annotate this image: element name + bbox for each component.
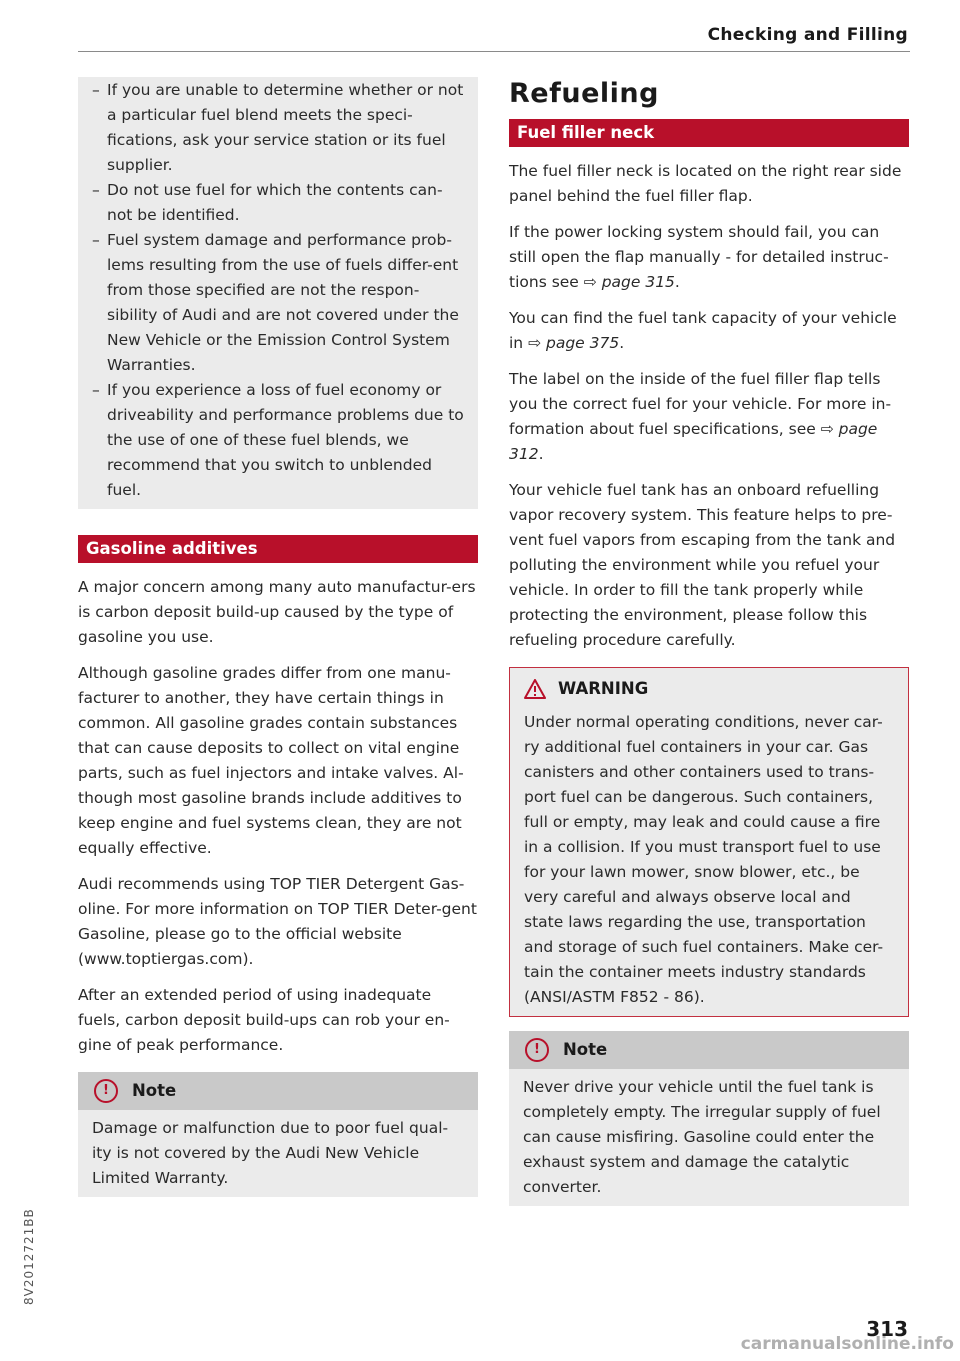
note-body [509, 1069, 909, 1206]
exclamation-circle-icon: ! [94, 1079, 118, 1103]
warning-box [509, 667, 909, 1017]
fuel-blend-bullets-box [78, 77, 478, 509]
note-title: Note [563, 1040, 608, 1059]
paragraph: The fuel filler neck is located on the right rear side panel behind the fuel filler flap. [509, 162, 902, 205]
paragraph: You can find the fuel tank capacity of your vehicle in ⇨ page 375. [509, 309, 897, 352]
page-number: 313 [866, 1317, 908, 1341]
watermark-logo: carmanualsonline.info [740, 1334, 954, 1354]
paragraph: The label on the inside of the fuel filler flap tells you the correct fuel for your vehicle. For more in-formation about fuel specifications, see ⇨ page 312. [509, 370, 892, 463]
warning-title: WARNING [558, 679, 649, 698]
warning-triangle-icon [524, 679, 546, 699]
paragraph: Although gasoline grades differ from one manu-facturer to another, they have certain things in common. All gasoline grades contain substances that can cause deposits to collect on vital engine parts, such as fuel injectors and intake valves. Al-though most gasoline brands include additives to keep engine and fuel systems clean, they are not equally effective. [78, 664, 464, 857]
page-reference-link[interactable]: ⇨ page 312 [509, 420, 878, 463]
warning-body [510, 710, 908, 1016]
page-header-title: Checking and Filling [707, 25, 908, 45]
paragraph: A major concern among many auto manufactur-ers is carbon deposit build-up caused by the type of gasoline you use. [78, 578, 476, 646]
dash-marker: – [92, 231, 100, 249]
warning-header [510, 668, 908, 710]
note-title: Note [132, 1081, 177, 1100]
fuel-blend-bullet-list [92, 78, 464, 503]
page-reference-link[interactable]: ⇨ page 375 [528, 334, 620, 352]
list-item: – If you are unable to determine whether or not a particular fuel blend meets the speci-fications, ask your service station or its fuel supplier. [92, 78, 464, 178]
note-box-warranty [78, 1072, 478, 1197]
right-column [509, 77, 909, 1206]
document-code: 8V2012721BB [22, 1208, 36, 1305]
section-title-gasoline-additives: Gasoline additives [78, 535, 478, 563]
left-column [78, 77, 478, 1197]
paragraph: Your vehicle fuel tank has an onboard refuelling vapor recovery system. This feature helps to pre-vent fuel vapors from escaping from the tank and polluting the environment while you refuel your vehicle. In order to fill the tank properly while protecting the environment, please follow this refueling procedure carefully. [509, 481, 896, 649]
list-item: – If you experience a loss of fuel economy or driveability and performance problems due to the use of one of these fuel blends, we recommend that you switch to unblended fuel. [92, 378, 464, 503]
section-title-fuel-filler-neck: Fuel filler neck [509, 119, 909, 147]
list-item: – Do not use fuel for which the contents can-not be identified. [92, 178, 464, 228]
note-box-fuel-tank [509, 1031, 909, 1206]
note-text: Never drive your vehicle until the fuel tank is completely empty. The irregular supply of fuel can cause misfiring. Gasoline could enter the exhaust system and damage the catalytic converter. [523, 1078, 881, 1196]
paragraph: Audi recommends using TOP TIER Detergent Gas-oline. For more information on TOP TIER Deter-gent Gasoline, please go to the official website (www.toptiergas.com). [78, 875, 477, 968]
warning-text: Under normal operating conditions, never car-ry additional fuel containers in your car. Gas canisters and other containers used to trans-port fuel can be dangerous. Such containers, full or empty, may leak and could cause a fire in a collision. If you must transport fuel to use for your lawn mower, snow blower, etc., be very careful and always observe local and state laws regarding the use, transportation and storage of such fuel containers. Make cer-tain the container meets industry standards (ANSI/ASTM F852 - 86). [524, 713, 884, 1006]
paragraph: After an extended period of using inadequate fuels, carbon deposit build-ups can rob your en-gine of peak performance. [78, 986, 450, 1054]
page-reference-link[interactable]: ⇨ page 315 [583, 273, 675, 291]
header-rule [78, 51, 910, 52]
dash-marker: – [92, 181, 100, 199]
page-title: Refueling [509, 78, 659, 109]
dash-marker: – [92, 81, 100, 99]
dash-marker: – [92, 381, 100, 399]
note-text: Damage or malfunction due to poor fuel qual-ity is not covered by the Audi New Vehicle Limited Warranty. [92, 1119, 449, 1187]
note-header [78, 1072, 478, 1110]
exclamation-circle-icon: ! [525, 1038, 549, 1062]
note-header [509, 1031, 909, 1069]
paragraph: If the power locking system should fail, you can still open the flap manually - for detailed instruc-tions see ⇨ page 315. [509, 223, 889, 291]
list-item: – Fuel system damage and performance prob-lems resulting from the use of fuels differ-ent from those specified are not the respon-sibility of Audi and are not covered under the New Vehicle or the Emission Control System Warranties. [92, 228, 464, 378]
note-body [78, 1110, 478, 1197]
